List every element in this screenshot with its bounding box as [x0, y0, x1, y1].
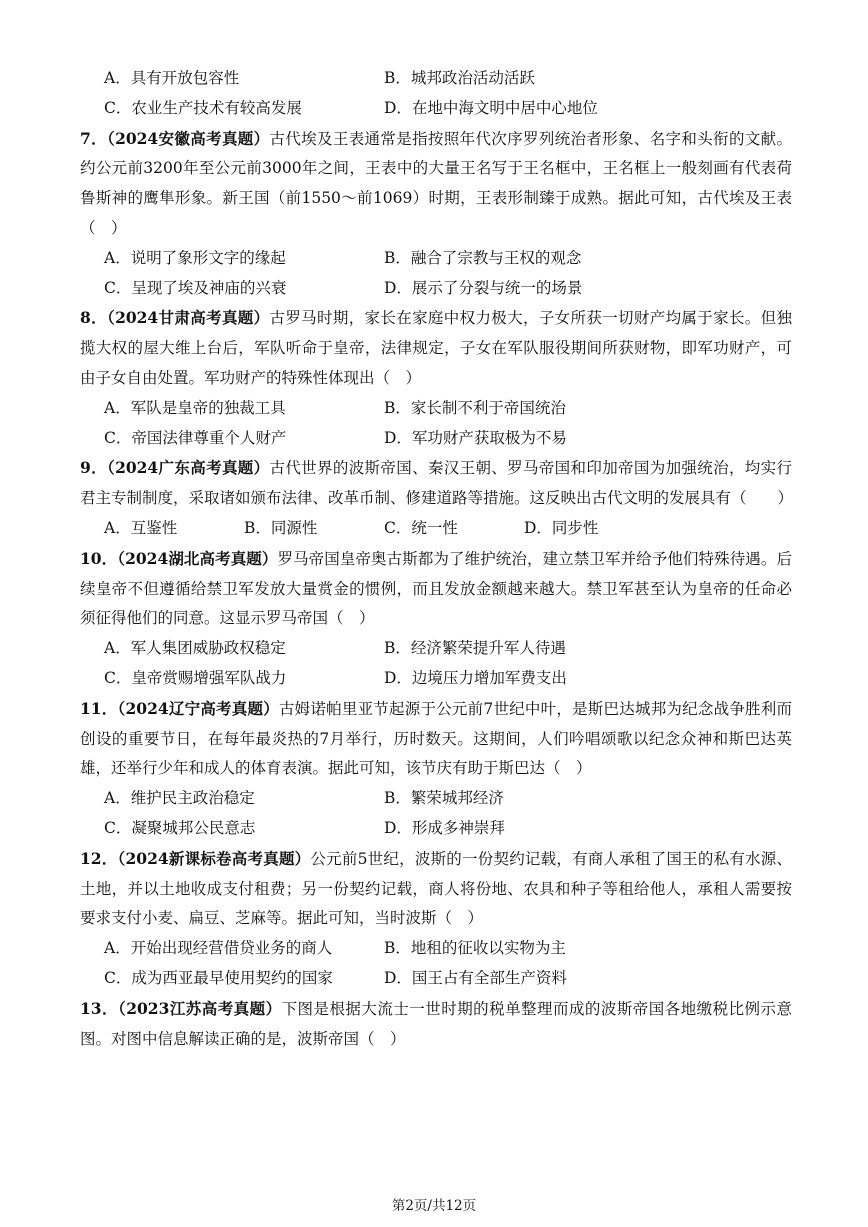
question-source: （2024广东高考真题） [106, 458, 270, 478]
option-row [80, 514, 792, 544]
option-c: C．呈现了埃及神庙的兴衰 [104, 278, 287, 297]
option-row [80, 274, 792, 304]
question-7 [80, 124, 792, 244]
option-b: B．经济繁荣提升军人待遇 [384, 639, 566, 658]
question-stem: 古代埃及王表通常是指按照年代次序罗列统治者形象、名字和头衔的文献。约公元前3200年至公元前3000年之间，王表中的大量王名写于王名框中，王名框上一般刻画有代表荷鲁斯神的鹰隼形象。新王国（前1550～前1069）时期，王表形制臻于成熟。据此可知，古代埃及王表（ ） [80, 129, 792, 237]
question-number: 11． [80, 698, 118, 718]
page-footer: 第2页/共12页 [391, 1198, 477, 1214]
option-c: C．帝国法律尊重个人财产 [104, 428, 287, 447]
question-stem: 古姆诺帕里亚节起源于公元前7世纪中叶，是斯巴达城邦为纪念战争胜利而创设的重要节日，在每年最炎热的7月举行，历时数天。这期间，人们吟唱颂歌以纪念众神和斯巴达英雄，还举行少年和成人的体育表演。据此可知，该节庆有助于斯巴达（ ） [80, 699, 793, 778]
option-row [80, 784, 792, 814]
question-source: （2024新课标卷高考真题） [117, 848, 311, 868]
option-row [80, 634, 792, 664]
question-stem: 罗马帝国皇帝奥古斯都为了维护统治，建立禁卫军并给予他们特殊待遇。后续皇帝不但遵循给禁卫军发放大量赏金的惯例，而且发放金额越来越大。禁卫军甚至认为皇帝的任命必须征得他们的同意。这显示罗马帝国（ ） [80, 549, 792, 628]
question-number: 9． [80, 458, 107, 478]
question-number: 7． [80, 128, 107, 148]
question-stem: 公元前5世纪，波斯的一份契约记载，有商人承租了国王的私有水源、土地，并以土地收成支付租费；另一份契约记载，商人将份地、农具和种子等租给他人，承租人需要按要求支付小麦、扁豆、芝麻等。据此可知，当时波斯（ ） [80, 849, 793, 928]
option-b: B．繁荣城邦经济 [384, 789, 504, 808]
option-c: C．成为西亚最早使用契约的国家 [104, 968, 333, 987]
question-number: 8． [80, 308, 107, 328]
question-number: 10． [80, 548, 118, 568]
option-c: C．皇帝赏赐增强军队战力 [104, 668, 287, 687]
question-number: 12． [80, 848, 118, 868]
question-source: （2024甘肃高考真题） [106, 308, 270, 328]
option-a: A．互鉴性 [104, 518, 178, 537]
question-source: （2023江苏高考真题） [118, 998, 282, 1018]
question-9 [80, 453, 792, 514]
question-source: （2024安徽高考真题） [106, 128, 270, 148]
question-stem: 古罗马时期，家长在家庭中权力极大，子女所获一切财产均属于家长。但独揽大权的屋大维上台后，军队听命于皇帝，法律规定，子女在军队服役期间所获财物，即军功财产，可由子女自由处置。军功财产的特殊性体现出（ ） [80, 309, 792, 387]
option-a: A．维护民主政治稳定 [104, 789, 255, 808]
question-source: （2024辽宁高考真题） [117, 698, 279, 718]
option-b: B．融合了宗教与王权的观念 [384, 248, 582, 267]
option-b: B．城邦政治活动活跃 [384, 69, 535, 87]
question-stem: 下图是根据大流士一世时期的税单整理而成的波斯帝国各地缴税比例示意图。对图中信息解读正确的是，波斯帝国（ ） [80, 999, 792, 1048]
option-b: B．家长制不利于帝国统治 [384, 398, 566, 417]
question-source: （2024湖北高考真题） [117, 548, 278, 568]
option-d: D．展示了分裂与统一的场景 [384, 278, 583, 297]
option-c: C．凝聚城邦公民意志 [104, 818, 256, 837]
option-row [80, 664, 792, 694]
option-a: A．开始出现经营借贷业务的商人 [104, 939, 333, 958]
document-page [80, 64, 792, 1054]
question-10 [80, 544, 792, 634]
option-d: D．同步性 [524, 518, 599, 537]
question-number: 13． [80, 998, 118, 1018]
option-row [80, 934, 792, 964]
question-stem: 古代世界的波斯帝国、秦汉王朝、罗马帝国和印加帝国为加强统治，均实行君主专制制度，采取诸如颁布法律、改革币制、修建道路等措施。这反映出古代文明的发展具有（ ） [80, 459, 794, 508]
option-b: B．同源性 [244, 518, 318, 537]
option-a: A．军队是皇帝的独裁工具 [104, 398, 286, 417]
question-11 [80, 694, 792, 784]
question-13 [80, 994, 792, 1055]
option-d: D．在地中海文明中居中心地位 [384, 98, 598, 117]
option-a: A．具有开放包容性 [104, 69, 240, 87]
option-d: D．边境压力增加军费支出 [384, 668, 567, 687]
option-d: D．形成多神崇拜 [384, 818, 505, 837]
option-d: D．军功财产获取极为不易 [384, 428, 567, 447]
option-row [80, 94, 792, 124]
option-row [80, 814, 792, 844]
question-8 [80, 303, 792, 393]
option-a: A．说明了象形文字的缘起 [104, 248, 286, 267]
question-12 [80, 844, 792, 934]
option-b: B．地租的征收以实物为主 [384, 939, 566, 958]
option-row [80, 394, 792, 424]
option-row [80, 964, 792, 994]
option-row [80, 424, 792, 454]
option-row [80, 244, 792, 274]
option-row [80, 64, 792, 94]
option-d: D．国王占有全部生产资料 [384, 968, 567, 987]
option-a: A．军人集团威胁政权稳定 [104, 639, 286, 658]
option-c: C．农业生产技术有较高发展 [104, 98, 302, 117]
option-c: C．统一性 [384, 518, 458, 537]
